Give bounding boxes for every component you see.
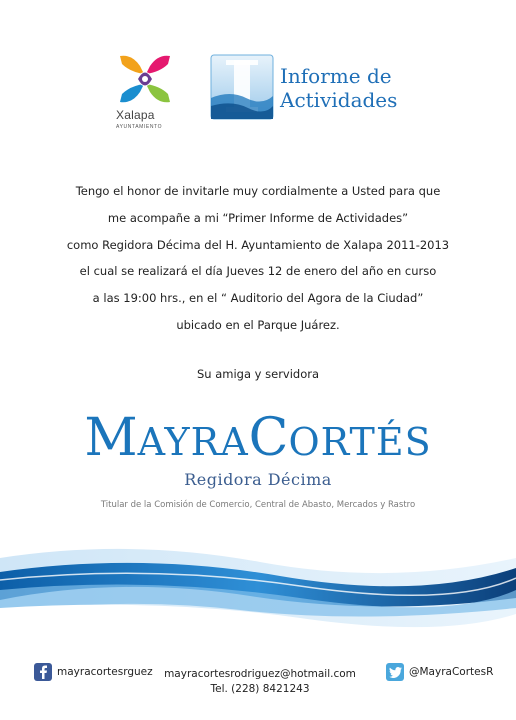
informe-title-line2: Actividades xyxy=(280,88,398,112)
informe-title xyxy=(280,64,397,112)
decorative-waves xyxy=(0,528,516,648)
informe-title-line1: Informe de xyxy=(280,64,392,88)
xalapa-logo xyxy=(116,52,174,134)
first-initial: M xyxy=(84,408,138,468)
last-initial: C xyxy=(248,408,289,468)
facebook-link[interactable] xyxy=(34,662,153,682)
facebook-handle: mayracortesrguez xyxy=(57,666,153,678)
twitter-link[interactable] xyxy=(386,662,493,682)
first-rest: AYRA xyxy=(137,420,249,464)
email-link[interactable]: mayracortesrodriguez@hotmail.com xyxy=(164,668,356,680)
twitter-handle: @MayraCortesR xyxy=(409,666,494,678)
footer xyxy=(0,662,516,708)
xalapa-x-icon xyxy=(118,52,172,106)
facebook-icon xyxy=(34,663,52,681)
invitation-line: el cual se realizará el día Jueves 12 de enero del año en curso xyxy=(79,264,437,279)
xalapa-subtitle: AYUNTAMIENTO xyxy=(116,124,163,130)
informe-logo xyxy=(210,54,420,124)
invitation-line: Tengo el honor de invitarle muy cordialmente a Usted para que xyxy=(75,184,441,198)
header xyxy=(0,48,516,138)
phone-number: Tel. (228) 8421243 xyxy=(210,683,310,695)
twitter-icon xyxy=(386,663,404,681)
informe-i-icon xyxy=(210,54,274,120)
xalapa-name: Xalapa xyxy=(116,108,155,122)
contact-info xyxy=(160,667,360,697)
invitation-line: como Regidora Décima del H. Ayuntamiento de Xalapa 2011-2013 xyxy=(66,237,450,252)
invitation-line: a las 19:00 hrs., en el “ Auditorio del Agora de la Ciudad” xyxy=(92,291,424,306)
invitation-line: me acompañe a mi “Primer Informe de Actividades” xyxy=(107,210,409,225)
last-rest: ORTÉS xyxy=(288,420,432,464)
signoff: Su amiga y servidora xyxy=(196,367,320,381)
role-title: Regidora Décima xyxy=(184,470,332,489)
invitation-text xyxy=(20,178,496,339)
commission-text: Titular de la Comisión de Comercio, Central de Abasto, Mercados y Rastro xyxy=(100,500,416,510)
invitation-line: ubicado en el Parque Juárez. xyxy=(176,317,340,332)
signature-name xyxy=(0,410,516,478)
